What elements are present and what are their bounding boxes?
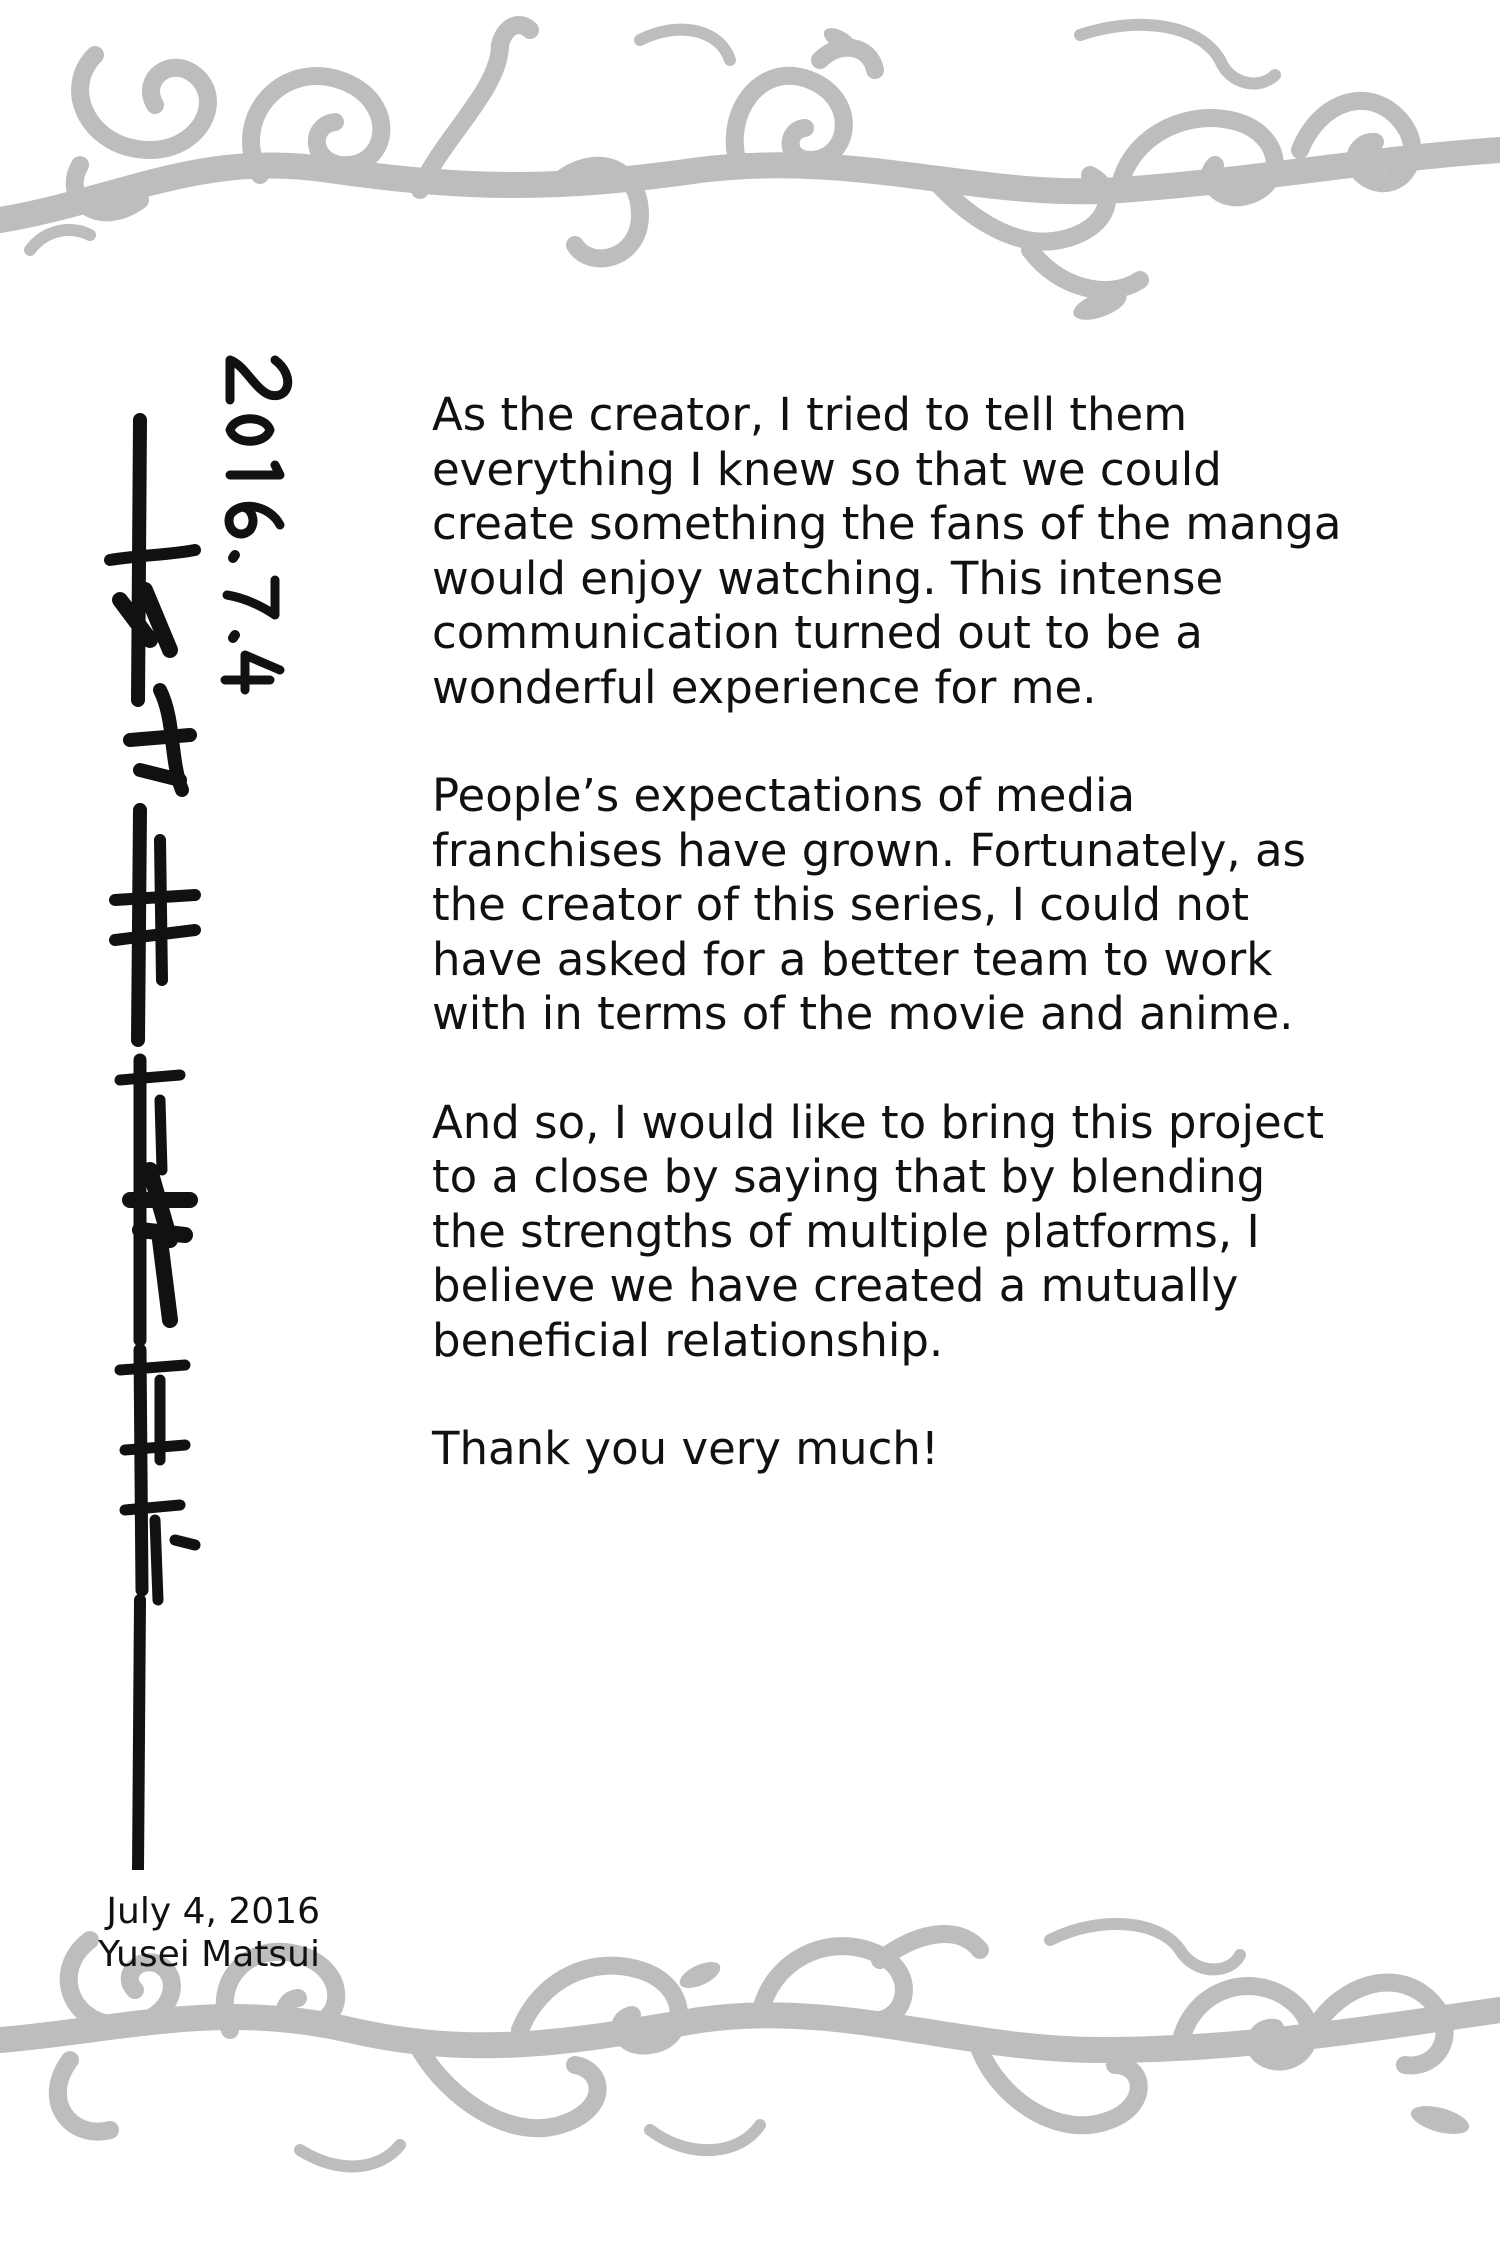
text-line: wonderful experience for me. bbox=[432, 660, 1097, 714]
text-line: would enjoy watching. This intense bbox=[432, 551, 1224, 605]
text-line: the strengths of multiple platforms, I bbox=[432, 1204, 1260, 1258]
text-line: with in terms of the movie and anime. bbox=[432, 987, 1294, 1040]
sign-off bbox=[60, 1890, 320, 1976]
text-line: create something the fans of the manga bbox=[432, 497, 1342, 550]
text-line: communication turned out to be a bbox=[432, 606, 1203, 659]
text-line: People’s expectations of media bbox=[432, 769, 1136, 822]
text-line: believe we have created a mutually bbox=[432, 1259, 1239, 1312]
sign-off-date: July 4, 2016 bbox=[106, 1891, 320, 1932]
text-line: have asked for a better team to work bbox=[432, 932, 1273, 986]
text-line: the creator of this series, I could not bbox=[432, 878, 1250, 931]
flourish-top-ornament bbox=[0, 0, 1500, 330]
text-line: And so, I would like to bring this project bbox=[432, 1095, 1325, 1149]
paragraph bbox=[432, 1096, 1392, 1369]
handwritten-signature bbox=[100, 340, 340, 1870]
author-name: Yusei Matsui bbox=[98, 1934, 320, 1975]
closing-line: Thank you very much! bbox=[432, 1422, 939, 1475]
paragraph bbox=[432, 769, 1392, 1042]
text-line: As the creator, I tried to tell them bbox=[432, 388, 1188, 441]
paragraph bbox=[432, 388, 1392, 715]
text-line: to a close by saying that by blending bbox=[432, 1150, 1266, 1203]
paragraph bbox=[432, 1422, 1392, 1477]
handwritten-date bbox=[225, 360, 288, 690]
text-line: everything I knew so that we could bbox=[432, 442, 1222, 496]
text-line: franchises have grown. Fortunately, as bbox=[432, 823, 1307, 877]
letter-body bbox=[432, 388, 1392, 1531]
text-line: beneficial relationship. bbox=[432, 1313, 944, 1367]
